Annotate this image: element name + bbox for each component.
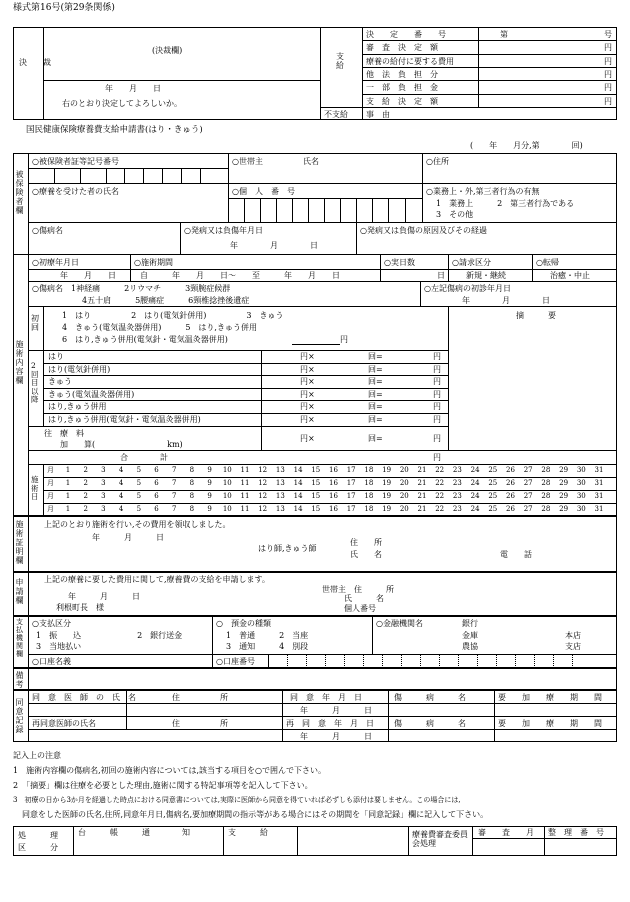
day-number[interactable]: 22 (435, 492, 445, 500)
day-number[interactable]: 31 (594, 479, 604, 487)
application-side-label: 申請欄 (15, 578, 24, 605)
day-number[interactable]: 11 (240, 492, 250, 500)
day-number[interactable]: 4 (118, 466, 124, 474)
day-number[interactable]: 15 (311, 479, 321, 487)
certificate-side-label: 施術証明欄 (15, 520, 24, 565)
day-number[interactable]: 14 (293, 505, 303, 513)
day-number[interactable]: 12 (258, 479, 268, 487)
day-number[interactable]: 4 (118, 505, 124, 513)
day-number[interactable]: 14 (293, 492, 303, 500)
item-hari-electric: はり(電気針併用) (48, 365, 111, 374)
day-number[interactable]: 12 (258, 492, 268, 500)
day-number[interactable]: 26 (506, 505, 515, 513)
day-number[interactable]: 7 (171, 466, 177, 474)
day-number[interactable]: 13 (275, 505, 285, 513)
first-visit-yen: 円 (340, 335, 348, 344)
consent-side-label: 同意記録 (15, 698, 24, 734)
reconsent-period-header: 要 加 療 期 間 (498, 719, 602, 728)
review-committee-label: 療養費審査委員会処理 (412, 830, 468, 848)
day-number[interactable]: 1 (65, 479, 71, 487)
day-number[interactable]: 25 (488, 466, 498, 474)
item-kyu: きゅう (48, 377, 72, 386)
day-number[interactable]: 20 (399, 492, 409, 500)
review-month-label: 審 査 月 (478, 828, 534, 837)
day-number[interactable]: 28 (541, 505, 551, 513)
day-number[interactable]: 17 (346, 479, 356, 487)
certificate-name-label: 氏 名 (350, 550, 382, 559)
times: 回= (368, 390, 383, 399)
day-number[interactable]: 6 (154, 466, 159, 474)
day-number[interactable]: 22 (435, 466, 445, 474)
day-number[interactable]: 9 (207, 492, 212, 500)
reconsent-doctor-name-header: 再同意医師の氏名 (32, 719, 96, 728)
house-call-unit: 円× (300, 434, 315, 443)
first-visit-option-4-5: 4 きゅう(電気温灸器併用) 5 はり,きゅう併用 (62, 323, 257, 332)
item-kyu-electric: きゅう(電気温灸器併用) (48, 390, 135, 399)
left-disease-first-visit-label: ○左記傷病の初診年月日 (424, 284, 511, 293)
house-call-yen: 円 (433, 434, 441, 443)
insurance-card-number-label: ○被保険者証等記号番号 (32, 157, 119, 166)
remarks-label: 摘 要 (516, 311, 556, 320)
day-number[interactable]: 7 (171, 492, 177, 500)
day-number[interactable]: 12 (258, 466, 268, 474)
day-number[interactable]: 21 (417, 492, 427, 500)
consent-date-header: 同 意 年 月 日 (290, 693, 362, 702)
day-number[interactable]: 25 (488, 505, 498, 513)
day-number[interactable]: 23 (452, 505, 462, 513)
day-number[interactable]: 12 (258, 505, 268, 513)
day-number[interactable]: 13 (275, 466, 285, 474)
decision-date: 年 月 日 (105, 84, 161, 93)
day-number[interactable]: 27 (523, 479, 533, 487)
day-number[interactable]: 17 (346, 492, 356, 500)
day-number[interactable]: 13 (275, 479, 285, 487)
household-head-label: ○世帯主 氏名 (232, 157, 319, 166)
day-number[interactable]: 23 (452, 479, 462, 487)
treatment-period: 自 年 月 日〜 至 年 月 日 (140, 271, 340, 280)
day-number[interactable]: 5 (136, 466, 142, 474)
day-number[interactable]: 6 (154, 492, 159, 500)
day-number[interactable]: 16 (329, 466, 338, 474)
day-number[interactable]: 3 (101, 479, 106, 487)
times: 回= (368, 365, 383, 374)
day-number[interactable]: 2 (83, 492, 88, 500)
day-number[interactable]: 2 (83, 466, 88, 474)
day-number[interactable]: 2 (83, 505, 88, 513)
day-number[interactable]: 27 (523, 466, 533, 474)
consent-period-header: 要 加 療 期 間 (498, 693, 602, 702)
day-number[interactable]: 10 (222, 492, 232, 500)
actual-days-label: ○実日数 (384, 258, 415, 267)
yen-unit: 円 (604, 43, 612, 52)
day-number[interactable]: 8 (189, 466, 195, 474)
day-number[interactable]: 21 (417, 505, 427, 513)
patient-name-label: ○療養を受けた者の氏名 (32, 187, 119, 196)
day-number[interactable]: 1 (65, 492, 71, 500)
onset-date: 年 月 日 (230, 241, 318, 250)
yen-unit: 円 (604, 70, 612, 79)
left-disease-first-visit-date: 年 月 日 (462, 296, 550, 305)
onset-date-label: ○発病又は負傷年月日 (184, 226, 263, 235)
decision-number-label: 決 定 番 号 (366, 30, 446, 39)
day-number[interactable]: 17 (346, 505, 356, 513)
unit-price: 円× (300, 390, 315, 399)
yen-unit: 円 (604, 83, 612, 92)
certificate-address-label: 住 所 (350, 538, 382, 547)
day-number[interactable]: 18 (364, 466, 374, 474)
processing-label: 処 理 (18, 831, 58, 840)
day-number[interactable]: 27 (523, 505, 533, 513)
first-visit-option-1-3: 1 はり 2 はり(電気針併用) 3 きゅう (62, 311, 284, 320)
day-number[interactable]: 1 (65, 466, 71, 474)
reconsent-date-header: 再 同 意 年 月 日 (286, 719, 374, 728)
day-number[interactable]: 15 (311, 505, 321, 513)
day-number[interactable]: 29 (559, 466, 569, 474)
kessai-column-label: (決裁欄) (152, 46, 183, 55)
treatment-period-label: ○施術期間 (134, 258, 173, 267)
day-number[interactable]: 10 (222, 479, 232, 487)
day-number[interactable]: 22 (435, 505, 445, 513)
reconsent-address-header: 住 所 (172, 719, 228, 728)
day-number[interactable]: 24 (470, 466, 480, 474)
branch-label: 支店 (565, 642, 581, 651)
day-number[interactable]: 1 (65, 505, 71, 513)
first-visit-option-6: 6 はり,きゅう併用(電気針・電気温灸器併用) (62, 335, 228, 344)
account-holder-label: ○口座名義 (32, 657, 71, 666)
approve-text: 右のとおり決定してよろしいか。 (62, 99, 182, 108)
shikyu-label: 支 給 (336, 52, 360, 70)
day-number[interactable]: 30 (576, 492, 586, 500)
day-number[interactable]: 26 (506, 466, 515, 474)
house-call-fee-label: 往 療 料 (44, 429, 84, 438)
day-number[interactable]: 9 (207, 466, 212, 474)
unit-price: 円× (300, 377, 315, 386)
day-number[interactable]: 24 (470, 479, 480, 487)
day-number[interactable]: 15 (311, 492, 321, 500)
item-hari: はり (48, 352, 64, 361)
times: 回= (368, 402, 383, 411)
disease-name-label: ○傷病名 (32, 226, 63, 235)
day-number[interactable]: 28 (541, 492, 551, 500)
day-number[interactable]: 28 (541, 479, 551, 487)
note-3-line2: 同意をした医師の氏名,住所,同意年月日,傷病名,要加療期間の指示等がある場合にはその期間を「同意記録」欄に記入して下さい。 (22, 810, 489, 819)
actual-days-unit: 日 (437, 271, 445, 280)
day-number[interactable]: 14 (293, 466, 303, 474)
payment-type-local: 3 当地払い (36, 642, 82, 651)
subtotal-yen: 円 (433, 352, 441, 361)
day-number[interactable]: 20 (399, 479, 409, 487)
day-number[interactable]: 3 (101, 466, 106, 474)
day-number[interactable]: 8 (189, 505, 195, 513)
day-number[interactable]: 6 (154, 505, 159, 513)
applicant-address-label: 世帯主 住 所 (322, 585, 394, 594)
day-number[interactable]: 16 (329, 505, 338, 513)
consent-disease-header: 傷 病 名 (394, 693, 466, 702)
day-number[interactable]: 11 (240, 505, 250, 513)
cause-label: ○発病又は負傷の原因及びその経過 (360, 226, 487, 235)
bank-type: 銀行 (462, 619, 478, 628)
fushikyu-label: 不支給 (324, 110, 348, 119)
day-number[interactable]: 19 (382, 492, 392, 500)
day-number[interactable]: 3 (101, 492, 106, 500)
practitioner-label: はり師,きゅう師 (258, 544, 317, 553)
day-number[interactable]: 26 (506, 479, 515, 487)
reason-label: 事 由 (366, 110, 390, 119)
day-number[interactable]: 30 (576, 466, 586, 474)
yen-unit: 円 (604, 57, 612, 66)
unit-price: 円× (300, 402, 315, 411)
first-treatment-date-label: ○初療年月日 (32, 258, 79, 267)
day-number[interactable]: 10 (222, 505, 232, 513)
subtotal-yen: 円 (433, 377, 441, 386)
reconsent-date: 年 月 日 (300, 732, 372, 741)
work-related-options: 1 業務上 2 第三者行為である (436, 199, 575, 208)
applicant-name-label: 氏 名 (344, 594, 384, 603)
day-number[interactable]: 24 (470, 492, 480, 500)
claim-type-options: 新規・継続 (466, 271, 506, 280)
address-label: ○住所 (426, 157, 449, 166)
day-number[interactable]: 25 (488, 492, 498, 500)
day-number[interactable]: 11 (240, 466, 250, 474)
reconsent-disease-header: 傷 病 名 (394, 719, 466, 728)
note-1: 1 施術内容欄の傷病名,初回の施術内容については,該当する項目を○で囲んで下さい。 (13, 766, 326, 775)
day-number[interactable]: 21 (417, 466, 427, 474)
day-number[interactable]: 7 (171, 505, 177, 513)
day-number[interactable]: 19 (382, 466, 392, 474)
outcome-options: 治癒・中止 (550, 271, 590, 280)
day-number[interactable]: 5 (136, 492, 142, 500)
day-number[interactable]: 14 (293, 479, 303, 487)
total-yen: 円 (433, 453, 441, 462)
disease-list-row1: ○傷病名 1神経痛 2リウマチ 3頸腕症候群 (32, 284, 231, 293)
ledger-notice-label: 台 帳 通 知 (78, 828, 190, 837)
month-label: 月 (47, 505, 54, 513)
day-number[interactable]: 29 (559, 492, 569, 500)
day-number[interactable]: 25 (488, 479, 498, 487)
consent-address-header: 住 所 (172, 693, 228, 702)
day-number[interactable]: 23 (452, 492, 462, 500)
certificate-phone-label: 電 話 (500, 550, 532, 559)
yen-unit: 円 (604, 97, 612, 106)
day-number[interactable]: 18 (364, 492, 374, 500)
house-call-addition-label: 加 算( km) (60, 440, 183, 449)
times: 回= (368, 377, 383, 386)
notes-heading: 記入上の注意 (13, 751, 61, 760)
day-number[interactable]: 2 (83, 479, 88, 487)
item-hari-kyu: はり,きゅう併用 (48, 402, 107, 411)
treatment-days-label: 施術日 (31, 475, 39, 501)
day-number[interactable]: 4 (118, 479, 124, 487)
day-number[interactable]: 23 (452, 466, 462, 474)
kessai-label: 決 裁 (19, 58, 51, 67)
month-label: 月 (47, 479, 54, 487)
day-number[interactable]: 17 (346, 466, 356, 474)
day-number[interactable]: 9 (207, 505, 212, 513)
day-number[interactable]: 31 (594, 492, 604, 500)
day-number[interactable]: 5 (136, 505, 142, 513)
times: 回= (368, 415, 383, 424)
day-number[interactable]: 7 (171, 479, 177, 487)
day-number[interactable]: 24 (470, 505, 480, 513)
day-number[interactable]: 9 (207, 479, 212, 487)
unit-price: 円× (300, 352, 315, 361)
subtotal-yen: 円 (433, 402, 441, 411)
nokyo-type: 農協 (462, 642, 478, 651)
my-number-label: ○個 人 番 号 (232, 187, 295, 196)
deposit-type-3-4: 3 通知 4 別段 (226, 642, 309, 651)
day-number[interactable]: 4 (118, 492, 124, 500)
disease-list-row2: 4五十肩 5腰痛症 6頸椎捻挫後遺症 (82, 296, 250, 305)
day-number[interactable]: 31 (594, 505, 604, 513)
second-onward-label: 2回目以降 (31, 361, 39, 404)
day-number[interactable]: 15 (311, 466, 321, 474)
item-hari-kyu-electric: はり,きゅう併用(電気針・電気温灸器併用) (48, 415, 201, 424)
day-number[interactable]: 16 (329, 492, 338, 500)
note-3-line1: 3 初療の日から3か月を経過した時点における同意書については,実際に医師から同意を得ていれば必ずしも添付は要しません。この場合には, (13, 796, 461, 804)
account-number-label: ○口座番号 (216, 657, 255, 666)
day-number[interactable]: 21 (417, 479, 427, 487)
reference-number-label: 整 理 番 号 (548, 828, 604, 837)
day-number[interactable]: 29 (559, 479, 569, 487)
deposit-type-1-2: 1 普通 2 当座 (226, 631, 309, 640)
day-number[interactable]: 18 (364, 479, 374, 487)
copay-label: 一 部 負 担 金 (366, 83, 438, 92)
form-title: 国民健康保険療養費支給申請書(はり・きゅう) (26, 125, 203, 135)
day-number[interactable]: 19 (382, 505, 392, 513)
application-date: 年 月 日 (68, 592, 140, 601)
day-number[interactable]: 3 (101, 505, 106, 513)
payment-label: 支 給 (228, 828, 268, 837)
day-number[interactable]: 11 (240, 479, 250, 487)
claim-type-label: ○請求区分 (452, 258, 491, 267)
unit-price: 円× (300, 365, 315, 374)
first-treatment-date: 年 月 日 (60, 271, 116, 280)
day-number[interactable]: 27 (523, 492, 533, 500)
subtotal-yen: 円 (433, 390, 441, 399)
day-number[interactable]: 19 (382, 479, 392, 487)
work-related-label: ○業務上・外,第三者行為の有無 (426, 187, 540, 196)
work-related-other: 3 その他 (436, 210, 474, 219)
times: 回= (368, 352, 383, 361)
payment-institution-block (13, 616, 617, 668)
total-label: 合 計 (120, 453, 168, 462)
payment-amount-label: 支 給 決 定 額 (366, 97, 438, 106)
head-office-label: 本店 (565, 631, 581, 640)
treatment-side-label: 施術内容欄 (15, 340, 24, 385)
deposit-type-label: ○ 預金の種類 (216, 619, 271, 628)
subtotal-yen: 円 (433, 365, 441, 374)
payment-type-options: 1 振 込 2 銀行送金 (36, 631, 183, 640)
decision-number-prefix: 第 (500, 30, 508, 39)
day-number[interactable]: 6 (154, 479, 159, 487)
day-number[interactable]: 13 (275, 492, 285, 500)
house-call-times: 回= (368, 434, 383, 443)
day-number[interactable]: 5 (136, 479, 142, 487)
decision-number-unit: 号 (604, 30, 612, 39)
day-number[interactable]: 20 (399, 505, 409, 513)
month-label: 月 (47, 466, 54, 474)
form-number: 様式第16号(第29条関係) (13, 3, 115, 13)
day-number[interactable]: 28 (541, 466, 551, 474)
unit-price: 円× (300, 415, 315, 424)
day-number[interactable]: 30 (576, 505, 586, 513)
day-number[interactable]: 20 (399, 466, 409, 474)
claim-period: ( 年 月分,第 回) (470, 141, 583, 150)
day-number[interactable]: 16 (329, 479, 338, 487)
shinkin-type: 金庫 (462, 631, 478, 640)
other-law-label: 他 法 負 担 分 (366, 70, 438, 79)
certificate-text: 上記のとおり施術を行い,その費用を領収しました。 (44, 520, 231, 529)
day-number[interactable]: 29 (559, 505, 569, 513)
application-text: 上記の療養に要した費用に関して,療養費の支給を申請します。 (44, 575, 270, 584)
day-number[interactable]: 30 (576, 479, 586, 487)
applicant-my-number-label: 個人番号 (344, 604, 376, 613)
addressee: 利根町長 様 (56, 603, 104, 612)
division-label: 区 分 (18, 843, 58, 852)
payment-type-label: ○支払区分 (32, 619, 71, 628)
first-visit-label: 初回 (31, 314, 39, 332)
day-number[interactable]: 8 (189, 492, 195, 500)
consent-doctor-name-header: 同 意 医 師 の 氏 名 (32, 693, 136, 702)
month-label: 月 (47, 492, 54, 500)
care-cost-label: 療養の給付に要する費用 (366, 57, 454, 66)
day-number[interactable]: 10 (222, 466, 232, 474)
certificate-date: 年 月 日 (92, 533, 164, 542)
insured-side-label: 被保険者欄 (15, 170, 24, 215)
day-number[interactable]: 31 (594, 466, 604, 474)
day-number[interactable]: 18 (364, 505, 374, 513)
bank-name-label: ○金融機関名 (376, 619, 423, 628)
subtotal-yen: 円 (433, 415, 441, 424)
review-amount-label: 審 査 決 定 額 (366, 43, 438, 52)
day-number[interactable]: 26 (506, 492, 515, 500)
day-number[interactable]: 8 (189, 479, 195, 487)
remarks-block (13, 668, 617, 690)
consent-date: 年 月 日 (300, 706, 372, 715)
outcome-label: ○転帰 (536, 258, 559, 267)
remarks-side-label: 備考 (15, 671, 24, 689)
payment-side-label: 支払機関欄 (16, 618, 23, 658)
day-number[interactable]: 22 (435, 479, 445, 487)
note-2: 2 「摘要」欄は往療を必要とした理由,施術に関する特記事項等を記入して下さい。 (13, 781, 313, 790)
